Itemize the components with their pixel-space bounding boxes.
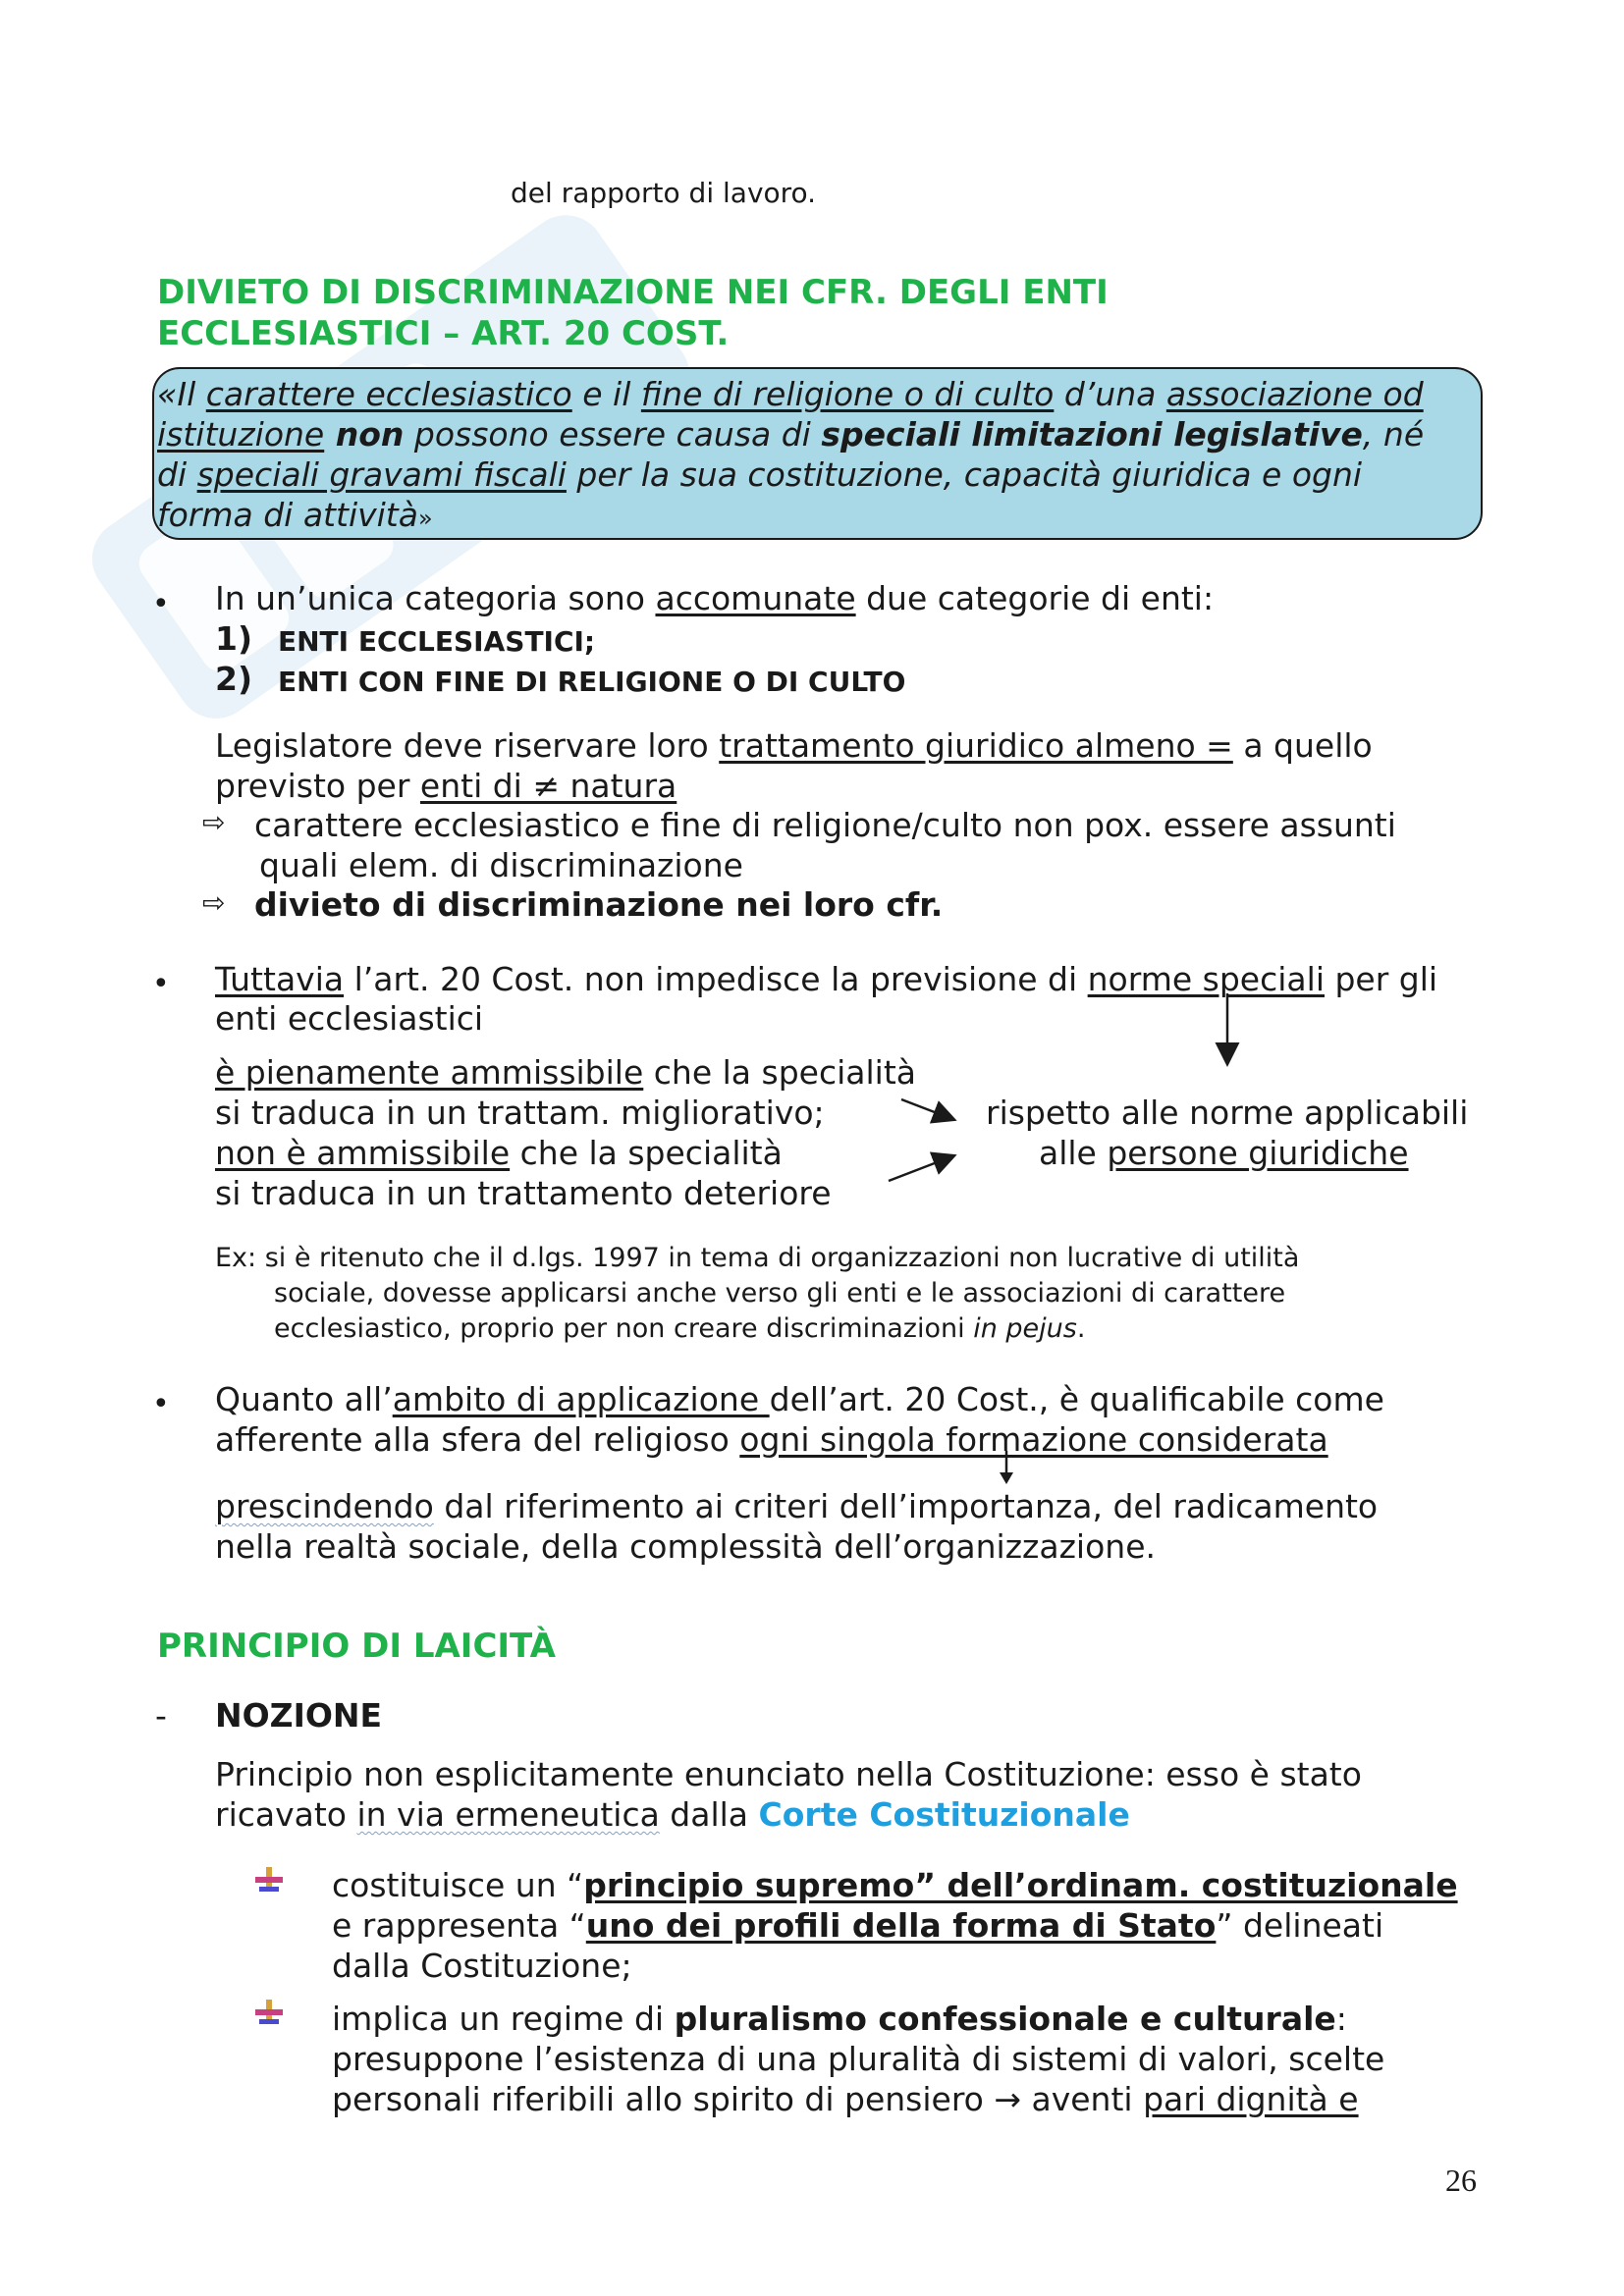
s2-item2-line1: implica un regime di pluralismo confessionale e culturale: — [332, 2000, 1347, 2038]
s2-item1-line2: e rappresenta “uno dei profili della forma di Stato” delineati — [332, 1906, 1384, 1945]
consequence-1-line2: quali elem. di discriminazione — [259, 846, 743, 884]
consequence-1-line1: carattere ecclesiastico e fine di religione/culto non pox. essere assunti — [254, 806, 1396, 844]
right-arrow-icon — [889, 1156, 952, 1181]
s2-item2-line3: personali riferibili allo spirito di pensiero → aventi pari dignità e — [332, 2080, 1359, 2118]
b2-left-line2: si traduca in un trattam. migliorativo; — [215, 1094, 825, 1132]
list-item-2: ENTI CON FINE DI RELIGIONE O DI CULTO — [278, 666, 906, 698]
b3-line1: Quanto all’ambito di applicazione dell’art. 20 Cost., è qualificabile come — [215, 1380, 1384, 1418]
b2-left-line3: non è ammissibile che la specialità — [215, 1134, 783, 1172]
right-arrow-icon — [901, 1099, 952, 1119]
s2-para-line2: ricavato in via ermeneutica dalla Corte Costituzionale — [215, 1795, 1130, 1834]
example-line2: sociale, dovesse applicarsi anche verso gli enti e le associazioni di carattere — [274, 1278, 1286, 1308]
arrow-icon: ⇨ — [202, 806, 226, 838]
b2-left-line1: è pienamente ammissibile che la specialità — [215, 1053, 916, 1092]
section-title-line2: ECCLESIASTICI – ART. 20 COST. — [157, 314, 730, 353]
bullet-dot: • — [152, 967, 170, 1001]
right-arrow-icon: → — [994, 2080, 1022, 2118]
section-title-line1: DIVIETO DI DISCRIMINAZIONE NEI CFR. DEGLI ENTI — [157, 273, 1109, 312]
quote-line3: di speciali gravami fiscali per la sua costituzione, capacità giuridica e ogni — [157, 455, 1363, 494]
b2-right-line1: rispetto alle norme applicabili — [986, 1094, 1469, 1132]
b2-line1: Tuttavia l’art. 20 Cost. non impedisce la previsione di norme speciali per gli — [215, 960, 1438, 998]
b1-para-line2: previsto per enti di ≠ natura — [215, 767, 677, 805]
quote-line1: «Il carattere ecclesiastico e il fine di religione o di culto d’una associazione od — [157, 375, 1424, 413]
b3-line2: afferente alla sfera del religioso ogni singola formazione considerata — [215, 1420, 1328, 1459]
b1-intro: In un’unica categoria sono accomunate due categorie di enti: — [215, 579, 1215, 617]
b2-right-line2: alle persone giuridiche — [1039, 1134, 1409, 1172]
down-arrow-icon — [992, 1451, 1021, 1486]
continuation-text: del rapporto di lavoro. — [511, 177, 817, 209]
dash-bullet: - — [155, 1696, 167, 1735]
b2-left-line4: si traduca in un trattamento deteriore — [215, 1174, 832, 1212]
page-number: 26 — [1445, 2163, 1477, 2198]
list-number-2: 2) — [215, 660, 253, 698]
subtitle-nozione: NOZIONE — [215, 1696, 383, 1735]
b1-para-line1: Legislatore deve riservare loro trattamento giuridico almeno = a quello — [215, 726, 1373, 765]
bullet-dot: • — [152, 587, 170, 621]
s2-item1-line3: dalla Costituzione; — [332, 1947, 632, 1985]
quote-line4: forma di attività» — [157, 496, 433, 534]
example-line3: ecclesiastico, proprio per non creare discriminazioni in pejus. — [274, 1313, 1086, 1344]
plus-bullet-icon — [253, 1998, 285, 2029]
bullet-dot: • — [152, 1387, 170, 1421]
s2-para-line1: Principio non esplicitamente enunciato nella Costituzione: esso è stato — [215, 1755, 1362, 1793]
b3-line4: nella realtà sociale, della complessità dell’organizzazione. — [215, 1527, 1156, 1566]
s2-item1-line1: costituisce un “principio supremo” dell’ordinam. costituzionale — [332, 1866, 1458, 1904]
consequence-2: divieto di discriminazione nei loro cfr. — [254, 885, 944, 924]
s2-item2-line2: presuppone l’esistenza di una pluralità di sistemi di valori, scelte — [332, 2040, 1385, 2078]
b3-line3: prescindendo dal riferimento ai criteri dell’importanza, del radicamento — [215, 1487, 1379, 1525]
example-line1: Ex: si è ritenuto che il d.lgs. 1997 in tema di organizzazioni non lucrative di utilità — [215, 1243, 1300, 1273]
b2-line2: enti ecclesiastici — [215, 999, 484, 1038]
arrow-icon: ⇨ — [202, 886, 226, 919]
section-title-laicita: PRINCIPIO DI LAICITÀ — [157, 1627, 556, 1666]
quote-line2: istituzione non possono essere causa di speciali limitazioni legislative, né — [157, 415, 1425, 454]
plus-bullet-icon — [253, 1865, 285, 1896]
list-number-1: 1) — [215, 619, 253, 658]
list-item-1: ENTI ECCLESIASTICI; — [278, 625, 596, 658]
